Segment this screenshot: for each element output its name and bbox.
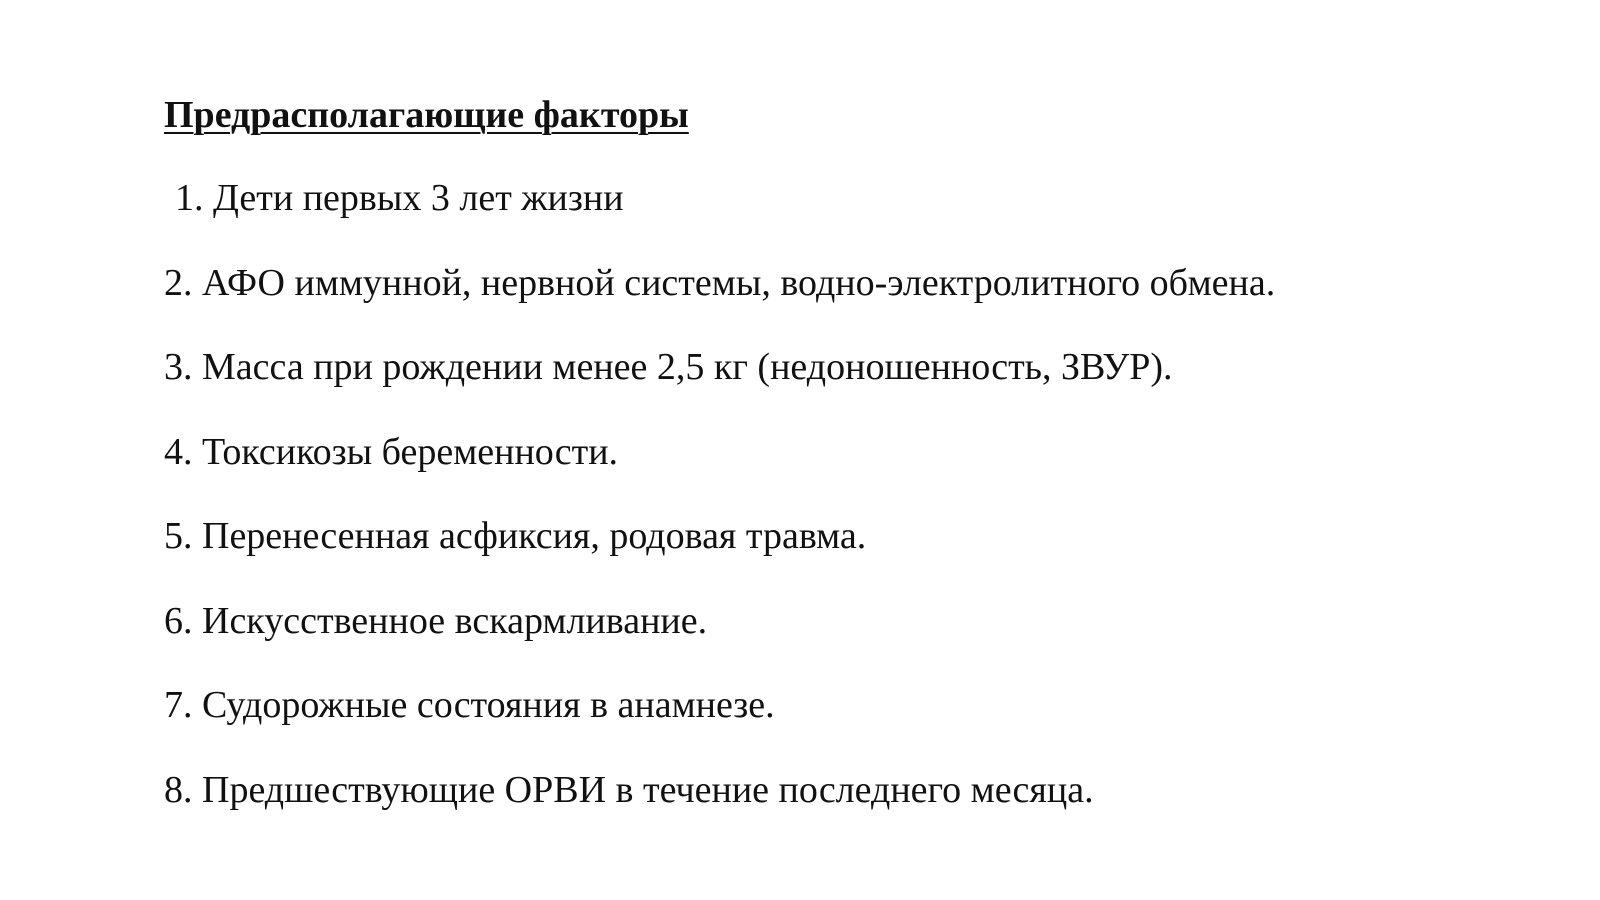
list-item: 7. Судорожные состояния в анамнезе.	[164, 684, 775, 726]
factor-list	[164, 175, 1275, 851]
list-item: 4. Токсикозы беременности.	[164, 430, 619, 473]
page-title: Предрасполагающие факторы	[164, 94, 689, 136]
list-item: 8. Предшествующие ОРВИ в течение последнего месяца.	[164, 768, 1094, 811]
list-item: 1. Дети первых 3 лет жизни	[175, 177, 624, 219]
list-item: 6. Искусственное вскармливание.	[164, 599, 708, 642]
list-item: 2. АФО иммунной, нервной системы, водно-электролитного обмена.	[164, 261, 1276, 304]
list-item: 3. Масса при рождении менее 2,5 кг (недоношенность, ЗВУР).	[164, 346, 1173, 388]
list-item: 5. Перенесенная асфиксия, родовая травма.	[164, 515, 867, 557]
